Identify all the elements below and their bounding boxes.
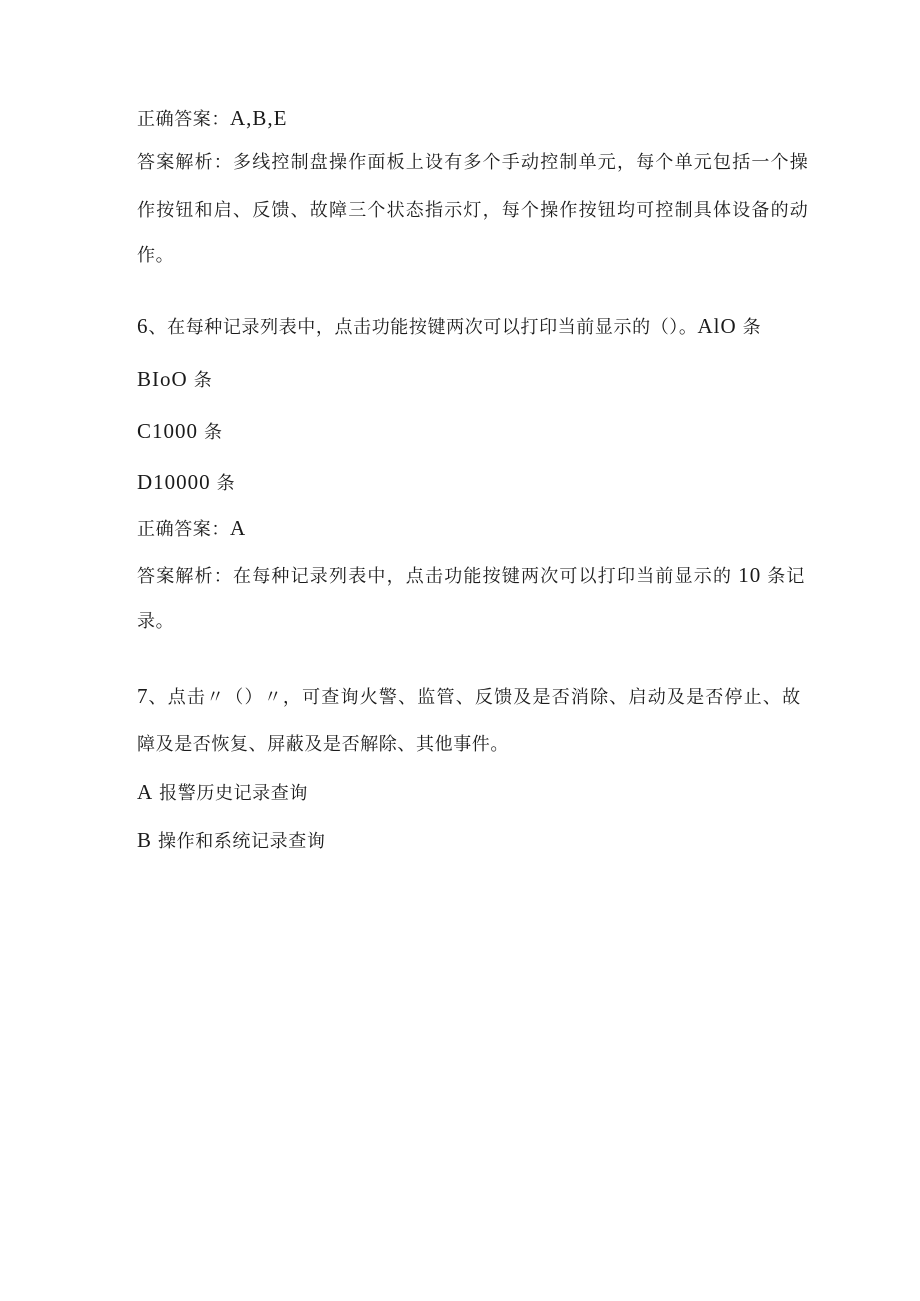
question-text: 、点击〃（）〃，可查询火警、监管、反馈及是否消除、启动及是否停止、故 xyxy=(148,687,802,708)
q7-question-line-1 xyxy=(137,684,801,710)
q6-question xyxy=(137,314,761,340)
q7-option-b xyxy=(137,828,325,854)
option-a-letter: A xyxy=(697,314,714,338)
option-letter: D xyxy=(137,470,154,494)
option-unit: 条 xyxy=(216,473,236,494)
q5-explanation-line-3: 作。 xyxy=(137,245,175,266)
option-a-text: lO xyxy=(713,314,737,338)
option-text: 10000 xyxy=(153,470,211,494)
q5-explanation-line-1: 答案解析：多线控制盘操作面板上设有多个手动控制单元，每个单元包括一个操 xyxy=(137,152,809,173)
option-unit: 条 xyxy=(193,370,213,391)
question-number: 6 xyxy=(137,314,149,338)
answer-value: A xyxy=(230,516,247,540)
explanation-text-end: 条记 xyxy=(767,566,806,587)
q5-explanation-line-2: 作按钮和启、反馈、故障三个状态指示灯，每个操作按钮均可控制具体设备的动 xyxy=(137,200,809,221)
option-letter: B xyxy=(137,367,153,391)
option-letter: C xyxy=(137,419,153,443)
q5-answer xyxy=(137,106,288,132)
explanation-text: 答案解析：在每种记录列表中，点击功能按键两次可以打印当前显示的 xyxy=(137,566,733,587)
q6-option-d xyxy=(137,470,235,496)
option-text: IoO xyxy=(152,367,188,391)
q6-option-c xyxy=(137,419,223,445)
option-a-unit: 条 xyxy=(742,317,762,338)
q7-question-line-2: 障及是否恢复、屏蔽及是否解除、其他事件。 xyxy=(137,734,509,755)
explanation-number: 10 xyxy=(738,563,762,587)
q6-explanation-line-1 xyxy=(137,563,806,589)
q6-answer xyxy=(137,516,246,542)
option-unit: 条 xyxy=(204,422,223,443)
q6-explanation-line-2: 录。 xyxy=(137,611,175,632)
option-letter: A xyxy=(137,780,154,804)
question-number: 7 xyxy=(137,684,149,708)
option-letter: B xyxy=(137,828,153,852)
question-text: 、在每种记录列表中，点击功能按键两次可以打印当前显示的（）。 xyxy=(148,317,698,338)
option-text: 操作和系统记录查询 xyxy=(158,831,326,852)
answer-label: 正确答案： xyxy=(137,519,230,540)
option-text: 1000 xyxy=(152,419,199,443)
q6-option-b xyxy=(137,367,212,393)
option-text: 报警历史记录查询 xyxy=(159,783,308,804)
answer-label: 正确答案： xyxy=(137,109,230,130)
answer-value: A,B,E xyxy=(230,106,288,130)
q7-option-a xyxy=(137,780,308,806)
